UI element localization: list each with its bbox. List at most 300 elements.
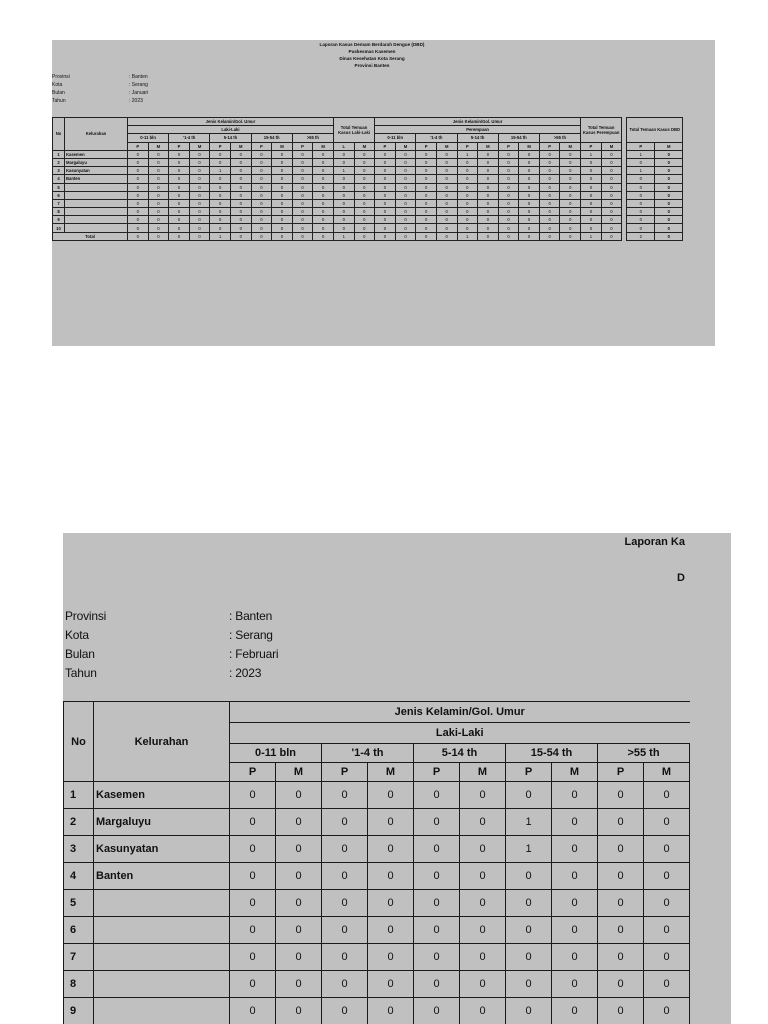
case-count-cell: 0 bbox=[128, 191, 149, 199]
case-count-cell: 0 bbox=[478, 199, 499, 207]
case-count-cell: 0 bbox=[333, 191, 354, 199]
header-no: No bbox=[53, 118, 65, 151]
case-count-cell: 0 bbox=[519, 216, 540, 224]
table-row bbox=[64, 863, 690, 890]
report-subtitle-dinas: Dinas Kesehatan Kota Serang bbox=[339, 56, 405, 61]
header-sex: P bbox=[230, 763, 276, 782]
case-count-cell: 0 bbox=[581, 191, 602, 199]
case-count-cell: 0 bbox=[498, 208, 519, 216]
case-count-cell: 0 bbox=[506, 971, 552, 998]
case-count-cell: 0 bbox=[539, 150, 560, 158]
case-count-cell: 1 bbox=[506, 836, 552, 863]
case-count-cell: 0 bbox=[230, 191, 251, 199]
case-count-cell: 0 bbox=[210, 191, 231, 199]
case-count-cell: 0 bbox=[272, 191, 293, 199]
case-count-cell: 0 bbox=[655, 208, 683, 216]
case-count-cell: 0 bbox=[460, 809, 506, 836]
total-label: Total bbox=[53, 232, 128, 240]
header-perempuan: Perempuan bbox=[375, 126, 581, 134]
case-count-cell: 1 bbox=[457, 150, 478, 158]
case-count-cell: 0 bbox=[313, 199, 334, 207]
case-count-cell: 0 bbox=[354, 175, 375, 183]
case-count-cell: 0 bbox=[292, 199, 313, 207]
case-count-cell: 0 bbox=[368, 998, 414, 1024]
header-sex: P bbox=[539, 142, 560, 150]
case-count-cell: 0 bbox=[598, 809, 644, 836]
case-count-cell: 0 bbox=[169, 208, 190, 216]
case-count-cell: 0 bbox=[292, 216, 313, 224]
case-count-cell: 0 bbox=[333, 208, 354, 216]
case-count-cell: 0 bbox=[276, 944, 322, 971]
case-count-cell: 0 bbox=[210, 199, 231, 207]
case-count-cell: 0 bbox=[276, 863, 322, 890]
case-count-cell: 0 bbox=[478, 175, 499, 183]
case-count-cell: 1 bbox=[627, 150, 655, 158]
header-age-group: '1-4 th bbox=[169, 134, 210, 142]
row-number: 9 bbox=[64, 998, 94, 1024]
case-count-cell: 0 bbox=[627, 191, 655, 199]
meta-value-tahun: : 2023 bbox=[129, 98, 143, 104]
row-number: 10 bbox=[53, 224, 65, 232]
case-count-cell: 0 bbox=[416, 183, 437, 191]
case-count-cell: 0 bbox=[272, 208, 293, 216]
case-count-cell: 0 bbox=[210, 216, 231, 224]
case-count-cell: 0 bbox=[436, 232, 457, 240]
row-number: 6 bbox=[64, 917, 94, 944]
case-count-cell: 0 bbox=[272, 224, 293, 232]
case-count-cell: 0 bbox=[313, 224, 334, 232]
row-number: 1 bbox=[53, 150, 65, 158]
case-count-cell: 0 bbox=[552, 890, 598, 917]
case-count-cell: 0 bbox=[478, 224, 499, 232]
case-count-cell: 0 bbox=[322, 971, 368, 998]
case-count-cell: 0 bbox=[539, 216, 560, 224]
dbd-case-table bbox=[52, 117, 683, 241]
row-kelurahan bbox=[65, 216, 128, 224]
case-count-cell: 0 bbox=[457, 224, 478, 232]
header-sex: P bbox=[416, 142, 437, 150]
case-count-cell: 0 bbox=[560, 232, 581, 240]
case-count-cell: 0 bbox=[436, 183, 457, 191]
case-count-cell: 1 bbox=[581, 150, 602, 158]
case-count-cell: 0 bbox=[313, 216, 334, 224]
row-number: 3 bbox=[53, 167, 65, 175]
header-group: Jenis Kelamin/Gol. Umur bbox=[230, 702, 690, 723]
row-kelurahan bbox=[65, 208, 128, 216]
case-count-cell: 2 bbox=[627, 232, 655, 240]
case-count-cell: 0 bbox=[251, 208, 272, 216]
meta-value-provinsi: : Banten bbox=[129, 74, 148, 80]
case-count-cell: 0 bbox=[128, 208, 149, 216]
case-count-cell: 0 bbox=[169, 232, 190, 240]
case-count-cell: 0 bbox=[292, 183, 313, 191]
header-sex: M bbox=[272, 142, 293, 150]
case-count-cell: 0 bbox=[457, 158, 478, 166]
case-count-cell: 0 bbox=[655, 216, 683, 224]
case-count-cell: 0 bbox=[416, 191, 437, 199]
case-count-cell: 0 bbox=[598, 836, 644, 863]
case-count-cell: 0 bbox=[148, 167, 169, 175]
meta-label-provinsi: Provinsi bbox=[52, 74, 70, 80]
header-age-group: 5-14 th bbox=[414, 744, 506, 763]
header-sex: P bbox=[292, 142, 313, 150]
case-count-cell: 0 bbox=[272, 199, 293, 207]
case-count-cell: 0 bbox=[519, 232, 540, 240]
case-count-cell: 0 bbox=[552, 944, 598, 971]
case-count-cell: 0 bbox=[581, 158, 602, 166]
table-row bbox=[53, 208, 683, 216]
case-count-cell: 0 bbox=[498, 232, 519, 240]
header-age-group: '1-4 th bbox=[322, 744, 414, 763]
case-count-cell: 0 bbox=[375, 175, 396, 183]
case-count-cell: 0 bbox=[416, 150, 437, 158]
row-kelurahan bbox=[65, 199, 128, 207]
case-count-cell: 0 bbox=[560, 191, 581, 199]
case-count-cell: 0 bbox=[189, 216, 210, 224]
header-age-group: >55 th bbox=[539, 134, 580, 142]
case-count-cell: 0 bbox=[460, 944, 506, 971]
case-count-cell: 0 bbox=[313, 158, 334, 166]
case-count-cell: 0 bbox=[560, 150, 581, 158]
case-count-cell: 0 bbox=[313, 167, 334, 175]
case-count-cell: 0 bbox=[354, 199, 375, 207]
header-total-dbd: Total Temuan Kasus DBD bbox=[627, 118, 683, 143]
case-count-cell: 0 bbox=[251, 175, 272, 183]
table-row bbox=[64, 917, 690, 944]
case-count-cell: 0 bbox=[230, 183, 251, 191]
case-count-cell: 0 bbox=[601, 199, 622, 207]
meta-label-bulan: Bulan bbox=[52, 90, 65, 96]
case-count-cell: 0 bbox=[189, 224, 210, 232]
table-row bbox=[64, 890, 690, 917]
header-sex: P bbox=[506, 763, 552, 782]
case-count-cell: 0 bbox=[581, 199, 602, 207]
case-count-cell: 0 bbox=[627, 175, 655, 183]
case-count-cell: 0 bbox=[230, 232, 251, 240]
case-count-cell: 0 bbox=[539, 167, 560, 175]
meta-value-provinsi: : Banten bbox=[229, 609, 273, 623]
case-count-cell: 0 bbox=[436, 175, 457, 183]
case-count-cell: 1 bbox=[457, 232, 478, 240]
case-count-cell: 0 bbox=[414, 971, 460, 998]
case-count-cell: 0 bbox=[457, 183, 478, 191]
case-count-cell: 0 bbox=[210, 150, 231, 158]
case-count-cell: 0 bbox=[395, 208, 416, 216]
case-count-cell: 0 bbox=[313, 208, 334, 216]
case-count-cell: 0 bbox=[128, 158, 149, 166]
case-count-cell: 0 bbox=[552, 809, 598, 836]
case-count-cell: 0 bbox=[272, 158, 293, 166]
case-count-cell: 0 bbox=[375, 183, 396, 191]
case-count-cell: 0 bbox=[189, 175, 210, 183]
header-sex: P bbox=[598, 763, 644, 782]
case-count-cell: 0 bbox=[272, 175, 293, 183]
case-count-cell: 0 bbox=[354, 224, 375, 232]
case-count-cell: 0 bbox=[375, 199, 396, 207]
header-sex: M bbox=[230, 142, 251, 150]
case-count-cell: 0 bbox=[128, 216, 149, 224]
meta-label-bulan: Bulan bbox=[65, 647, 95, 661]
case-count-cell: 0 bbox=[655, 167, 683, 175]
case-count-cell: 0 bbox=[498, 167, 519, 175]
case-count-cell: 0 bbox=[169, 150, 190, 158]
header-group-female: Jenis Kelamin/Gol. Umur bbox=[375, 118, 581, 126]
case-count-cell: 0 bbox=[478, 208, 499, 216]
case-count-cell: 0 bbox=[313, 175, 334, 183]
meta-label-tahun: Tahun bbox=[65, 666, 97, 680]
case-count-cell: 0 bbox=[655, 191, 683, 199]
case-count-cell: 0 bbox=[189, 232, 210, 240]
case-count-cell: 0 bbox=[276, 998, 322, 1024]
case-count-cell: 0 bbox=[354, 208, 375, 216]
case-count-cell: 0 bbox=[272, 167, 293, 175]
header-sex: M bbox=[276, 763, 322, 782]
case-count-cell: 0 bbox=[230, 158, 251, 166]
case-count-cell: 0 bbox=[581, 216, 602, 224]
case-count-cell: 0 bbox=[313, 191, 334, 199]
case-count-cell: 0 bbox=[395, 150, 416, 158]
case-count-cell: 0 bbox=[230, 208, 251, 216]
case-count-cell: 0 bbox=[276, 971, 322, 998]
case-count-cell: 0 bbox=[598, 944, 644, 971]
case-count-cell: 0 bbox=[506, 890, 552, 917]
case-count-cell: 0 bbox=[416, 175, 437, 183]
case-count-cell: 0 bbox=[333, 216, 354, 224]
case-count-cell: 0 bbox=[322, 782, 368, 809]
table-row bbox=[64, 944, 690, 971]
case-count-cell: 0 bbox=[128, 167, 149, 175]
case-count-cell: 0 bbox=[560, 208, 581, 216]
case-count-cell: 0 bbox=[416, 199, 437, 207]
case-count-cell: 0 bbox=[416, 224, 437, 232]
case-count-cell: 0 bbox=[375, 167, 396, 175]
case-count-cell: 0 bbox=[414, 863, 460, 890]
case-count-cell: 0 bbox=[251, 199, 272, 207]
row-kelurahan: Kasemen bbox=[94, 782, 230, 809]
case-count-cell: 0 bbox=[292, 191, 313, 199]
case-count-cell: 0 bbox=[460, 890, 506, 917]
header-sex: M bbox=[655, 142, 683, 150]
case-count-cell: 0 bbox=[478, 232, 499, 240]
case-count-cell: 0 bbox=[395, 183, 416, 191]
case-count-cell: 0 bbox=[644, 863, 690, 890]
header-sex: M bbox=[552, 763, 598, 782]
case-count-cell: 0 bbox=[457, 216, 478, 224]
case-count-cell: 0 bbox=[272, 150, 293, 158]
case-count-cell: 0 bbox=[644, 917, 690, 944]
case-count-cell: 0 bbox=[333, 175, 354, 183]
report-sheet-januari bbox=[52, 40, 715, 346]
case-count-cell: 0 bbox=[478, 158, 499, 166]
case-count-cell: 0 bbox=[375, 158, 396, 166]
row-kelurahan: Kasunyatan bbox=[94, 836, 230, 863]
case-count-cell: 0 bbox=[354, 167, 375, 175]
case-count-cell: 0 bbox=[539, 175, 560, 183]
case-count-cell: 0 bbox=[519, 208, 540, 216]
case-count-cell: 0 bbox=[169, 224, 190, 232]
header-sex: M bbox=[313, 142, 334, 150]
case-count-cell: 0 bbox=[644, 971, 690, 998]
table-row bbox=[53, 191, 683, 199]
case-count-cell: 0 bbox=[368, 863, 414, 890]
case-count-cell: 0 bbox=[375, 224, 396, 232]
case-count-cell: 0 bbox=[230, 199, 251, 207]
case-count-cell: 0 bbox=[313, 150, 334, 158]
case-count-cell: 0 bbox=[498, 216, 519, 224]
table-row bbox=[53, 167, 683, 175]
case-count-cell: 0 bbox=[460, 998, 506, 1024]
case-count-cell: 0 bbox=[189, 158, 210, 166]
header-sex: P bbox=[457, 142, 478, 150]
case-count-cell: 0 bbox=[169, 216, 190, 224]
row-kelurahan: Banten bbox=[65, 175, 128, 183]
case-count-cell: 0 bbox=[627, 216, 655, 224]
case-count-cell: 0 bbox=[627, 224, 655, 232]
case-count-cell: 0 bbox=[230, 863, 276, 890]
case-count-cell: 0 bbox=[272, 232, 293, 240]
header-age-group: 0-11 bln bbox=[375, 134, 416, 142]
case-count-cell: 0 bbox=[148, 224, 169, 232]
case-count-cell: 0 bbox=[460, 971, 506, 998]
case-count-cell: 0 bbox=[414, 836, 460, 863]
header-age-group: 15-54 th bbox=[506, 744, 598, 763]
case-count-cell: 0 bbox=[375, 150, 396, 158]
header-sex: L bbox=[333, 142, 354, 150]
case-count-cell: 0 bbox=[292, 158, 313, 166]
table-row bbox=[53, 183, 683, 191]
row-number: 8 bbox=[64, 971, 94, 998]
case-count-cell: 0 bbox=[598, 917, 644, 944]
case-count-cell: 0 bbox=[601, 191, 622, 199]
case-count-cell: 0 bbox=[644, 809, 690, 836]
row-number: 7 bbox=[64, 944, 94, 971]
case-count-cell: 0 bbox=[644, 890, 690, 917]
case-count-cell: 0 bbox=[322, 809, 368, 836]
case-count-cell: 0 bbox=[189, 199, 210, 207]
header-sex: M bbox=[148, 142, 169, 150]
case-count-cell: 0 bbox=[655, 183, 683, 191]
case-count-cell: 0 bbox=[416, 208, 437, 216]
case-count-cell: 0 bbox=[457, 167, 478, 175]
case-count-cell: 0 bbox=[354, 158, 375, 166]
row-kelurahan bbox=[65, 224, 128, 232]
row-kelurahan: Kasemen bbox=[65, 150, 128, 158]
case-count-cell: 0 bbox=[251, 167, 272, 175]
case-count-cell: 0 bbox=[414, 917, 460, 944]
report-title: Laporan Ka bbox=[624, 536, 685, 548]
header-sex: M bbox=[436, 142, 457, 150]
case-count-cell: 0 bbox=[395, 167, 416, 175]
case-count-cell: 0 bbox=[627, 158, 655, 166]
case-count-cell: 0 bbox=[601, 216, 622, 224]
case-count-cell: 0 bbox=[230, 167, 251, 175]
case-count-cell: 0 bbox=[354, 150, 375, 158]
case-count-cell: 0 bbox=[478, 216, 499, 224]
case-count-cell: 0 bbox=[598, 998, 644, 1024]
case-count-cell: 0 bbox=[395, 232, 416, 240]
case-count-cell: 0 bbox=[519, 191, 540, 199]
case-count-cell: 0 bbox=[169, 191, 190, 199]
meta-value-tahun: : 2023 bbox=[229, 666, 262, 680]
case-count-cell: 0 bbox=[457, 208, 478, 216]
header-no: No bbox=[64, 702, 94, 782]
header-age-group: >55 th bbox=[292, 134, 333, 142]
row-number: 5 bbox=[64, 890, 94, 917]
table-row bbox=[53, 150, 683, 158]
case-count-cell: 0 bbox=[519, 158, 540, 166]
row-number: 2 bbox=[64, 809, 94, 836]
row-number: 5 bbox=[53, 183, 65, 191]
case-count-cell: 0 bbox=[210, 208, 231, 216]
case-count-cell: 0 bbox=[598, 890, 644, 917]
row-number: 6 bbox=[53, 191, 65, 199]
case-count-cell: 0 bbox=[601, 232, 622, 240]
case-count-cell: 0 bbox=[230, 809, 276, 836]
case-count-cell: 0 bbox=[552, 971, 598, 998]
header-age-group: 5-14 th bbox=[457, 134, 498, 142]
case-count-cell: 0 bbox=[333, 158, 354, 166]
case-count-cell: 0 bbox=[598, 863, 644, 890]
case-count-cell: 0 bbox=[333, 199, 354, 207]
case-count-cell: 0 bbox=[368, 890, 414, 917]
case-count-cell: 0 bbox=[354, 232, 375, 240]
case-count-cell: 0 bbox=[230, 890, 276, 917]
row-number: 8 bbox=[53, 208, 65, 216]
case-count-cell: 0 bbox=[333, 150, 354, 158]
header-sex: P bbox=[581, 142, 602, 150]
header-sex: P bbox=[627, 142, 655, 150]
case-count-cell: 0 bbox=[395, 216, 416, 224]
meta-value-bulan: : Februari bbox=[229, 647, 279, 661]
case-count-cell: 0 bbox=[292, 167, 313, 175]
row-number: 1 bbox=[64, 782, 94, 809]
case-count-cell: 0 bbox=[322, 944, 368, 971]
case-count-cell: 0 bbox=[251, 183, 272, 191]
case-count-cell: 0 bbox=[354, 191, 375, 199]
case-count-cell: 0 bbox=[292, 208, 313, 216]
case-count-cell: 0 bbox=[416, 232, 437, 240]
case-count-cell: 0 bbox=[169, 175, 190, 183]
case-count-cell: 0 bbox=[272, 216, 293, 224]
case-count-cell: 1 bbox=[210, 167, 231, 175]
table-row bbox=[64, 971, 690, 998]
table-row bbox=[64, 998, 690, 1024]
header-sex: M bbox=[189, 142, 210, 150]
case-count-cell: 0 bbox=[627, 208, 655, 216]
case-count-cell: 0 bbox=[230, 150, 251, 158]
header-total-male: Total Temuan Kasus Laki-Laki bbox=[333, 118, 374, 143]
row-kelurahan: Kasunyatan bbox=[65, 167, 128, 175]
case-count-cell: 0 bbox=[506, 782, 552, 809]
case-count-cell: 0 bbox=[292, 224, 313, 232]
case-count-cell: 0 bbox=[560, 167, 581, 175]
row-number: 4 bbox=[64, 863, 94, 890]
dbd-case-table-zoom bbox=[63, 701, 690, 1024]
case-count-cell: 0 bbox=[498, 175, 519, 183]
case-count-cell: 0 bbox=[368, 917, 414, 944]
case-count-cell: 0 bbox=[655, 150, 683, 158]
case-count-cell: 0 bbox=[498, 158, 519, 166]
case-count-cell: 0 bbox=[189, 183, 210, 191]
report-subtitle-puskesmas: Puskesmas Kasemen bbox=[348, 49, 396, 54]
case-count-cell: 0 bbox=[552, 863, 598, 890]
case-count-cell: 0 bbox=[552, 836, 598, 863]
case-count-cell: 0 bbox=[460, 917, 506, 944]
case-count-cell: 0 bbox=[644, 782, 690, 809]
case-count-cell: 0 bbox=[581, 183, 602, 191]
case-count-cell: 0 bbox=[655, 232, 683, 240]
case-count-cell: 0 bbox=[230, 971, 276, 998]
